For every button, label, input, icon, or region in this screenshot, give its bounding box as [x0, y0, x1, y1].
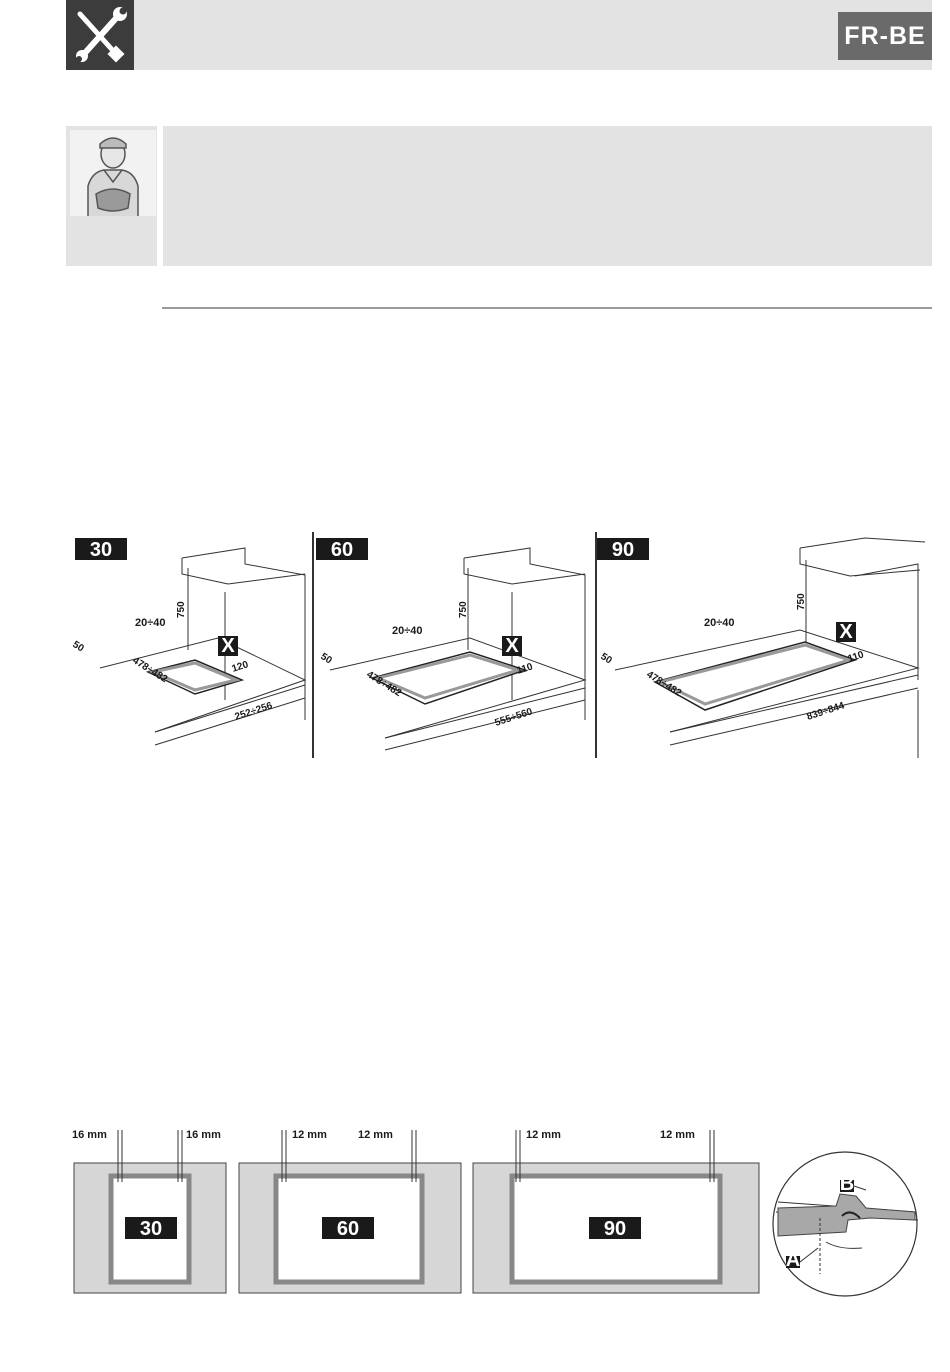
height-dimension: 750: [176, 601, 187, 618]
cutout-90: [473, 1129, 759, 1293]
side-dimension: 110: [846, 649, 866, 665]
edge-dimension: 50: [70, 639, 86, 655]
seal-detail: [773, 1152, 918, 1296]
height-dimension: 750: [458, 601, 469, 618]
label-b: B: [839, 1173, 855, 1195]
left-margin: 12 mm: [526, 1129, 561, 1141]
gap-dimension: 20÷40: [135, 617, 166, 629]
diagram-90: [597, 538, 925, 758]
diagram-30: [70, 538, 305, 745]
size-label: 90: [611, 539, 635, 561]
gap-dimension: 20÷40: [392, 625, 423, 637]
marker-x: X: [839, 621, 853, 643]
label-a: A: [785, 1249, 801, 1271]
right-margin: 16 mm: [186, 1129, 221, 1141]
size-label: 30: [139, 1218, 163, 1240]
tools-icon: [66, 0, 134, 70]
technician-notice-panel: [66, 126, 932, 266]
width-dimension: 839÷844: [805, 700, 846, 723]
section-rule: [162, 307, 932, 309]
cutout-60: [239, 1129, 461, 1293]
width-dimension: 555÷560: [493, 706, 534, 729]
width-dimension: 252÷256: [233, 700, 274, 723]
hob-dimension-diagrams: [0, 520, 950, 770]
size-label: 30: [89, 539, 113, 561]
gap-dimension: 20÷40: [704, 617, 735, 629]
right-margin: 12 mm: [358, 1129, 393, 1141]
marker-x: X: [221, 635, 235, 657]
left-margin: 16 mm: [72, 1129, 107, 1141]
edge-dimension: 50: [318, 651, 334, 667]
side-dimension: 110: [515, 661, 535, 677]
page-header: [66, 0, 932, 70]
right-margin: 12 mm: [660, 1129, 695, 1141]
height-dimension: 750: [796, 593, 807, 610]
left-margin: 12 mm: [292, 1129, 327, 1141]
diagram-60: [316, 538, 585, 750]
side-dimension: 120: [230, 659, 250, 675]
marker-x: X: [505, 635, 519, 657]
depth-dimension: 478÷482: [130, 655, 170, 686]
technician-illustration-icon: [70, 130, 156, 216]
language-badge: FR-BE: [838, 12, 932, 60]
size-label: 60: [330, 539, 354, 561]
notice-divider: [157, 126, 163, 266]
depth-dimension: 478÷482: [364, 669, 404, 700]
edge-dimension: 50: [598, 651, 614, 667]
cutout-30: [72, 1129, 226, 1293]
size-label: 60: [336, 1218, 360, 1240]
size-label: 90: [603, 1218, 627, 1240]
depth-dimension: 478÷482: [644, 669, 684, 700]
hob-cutout-diagrams: [0, 1120, 950, 1340]
